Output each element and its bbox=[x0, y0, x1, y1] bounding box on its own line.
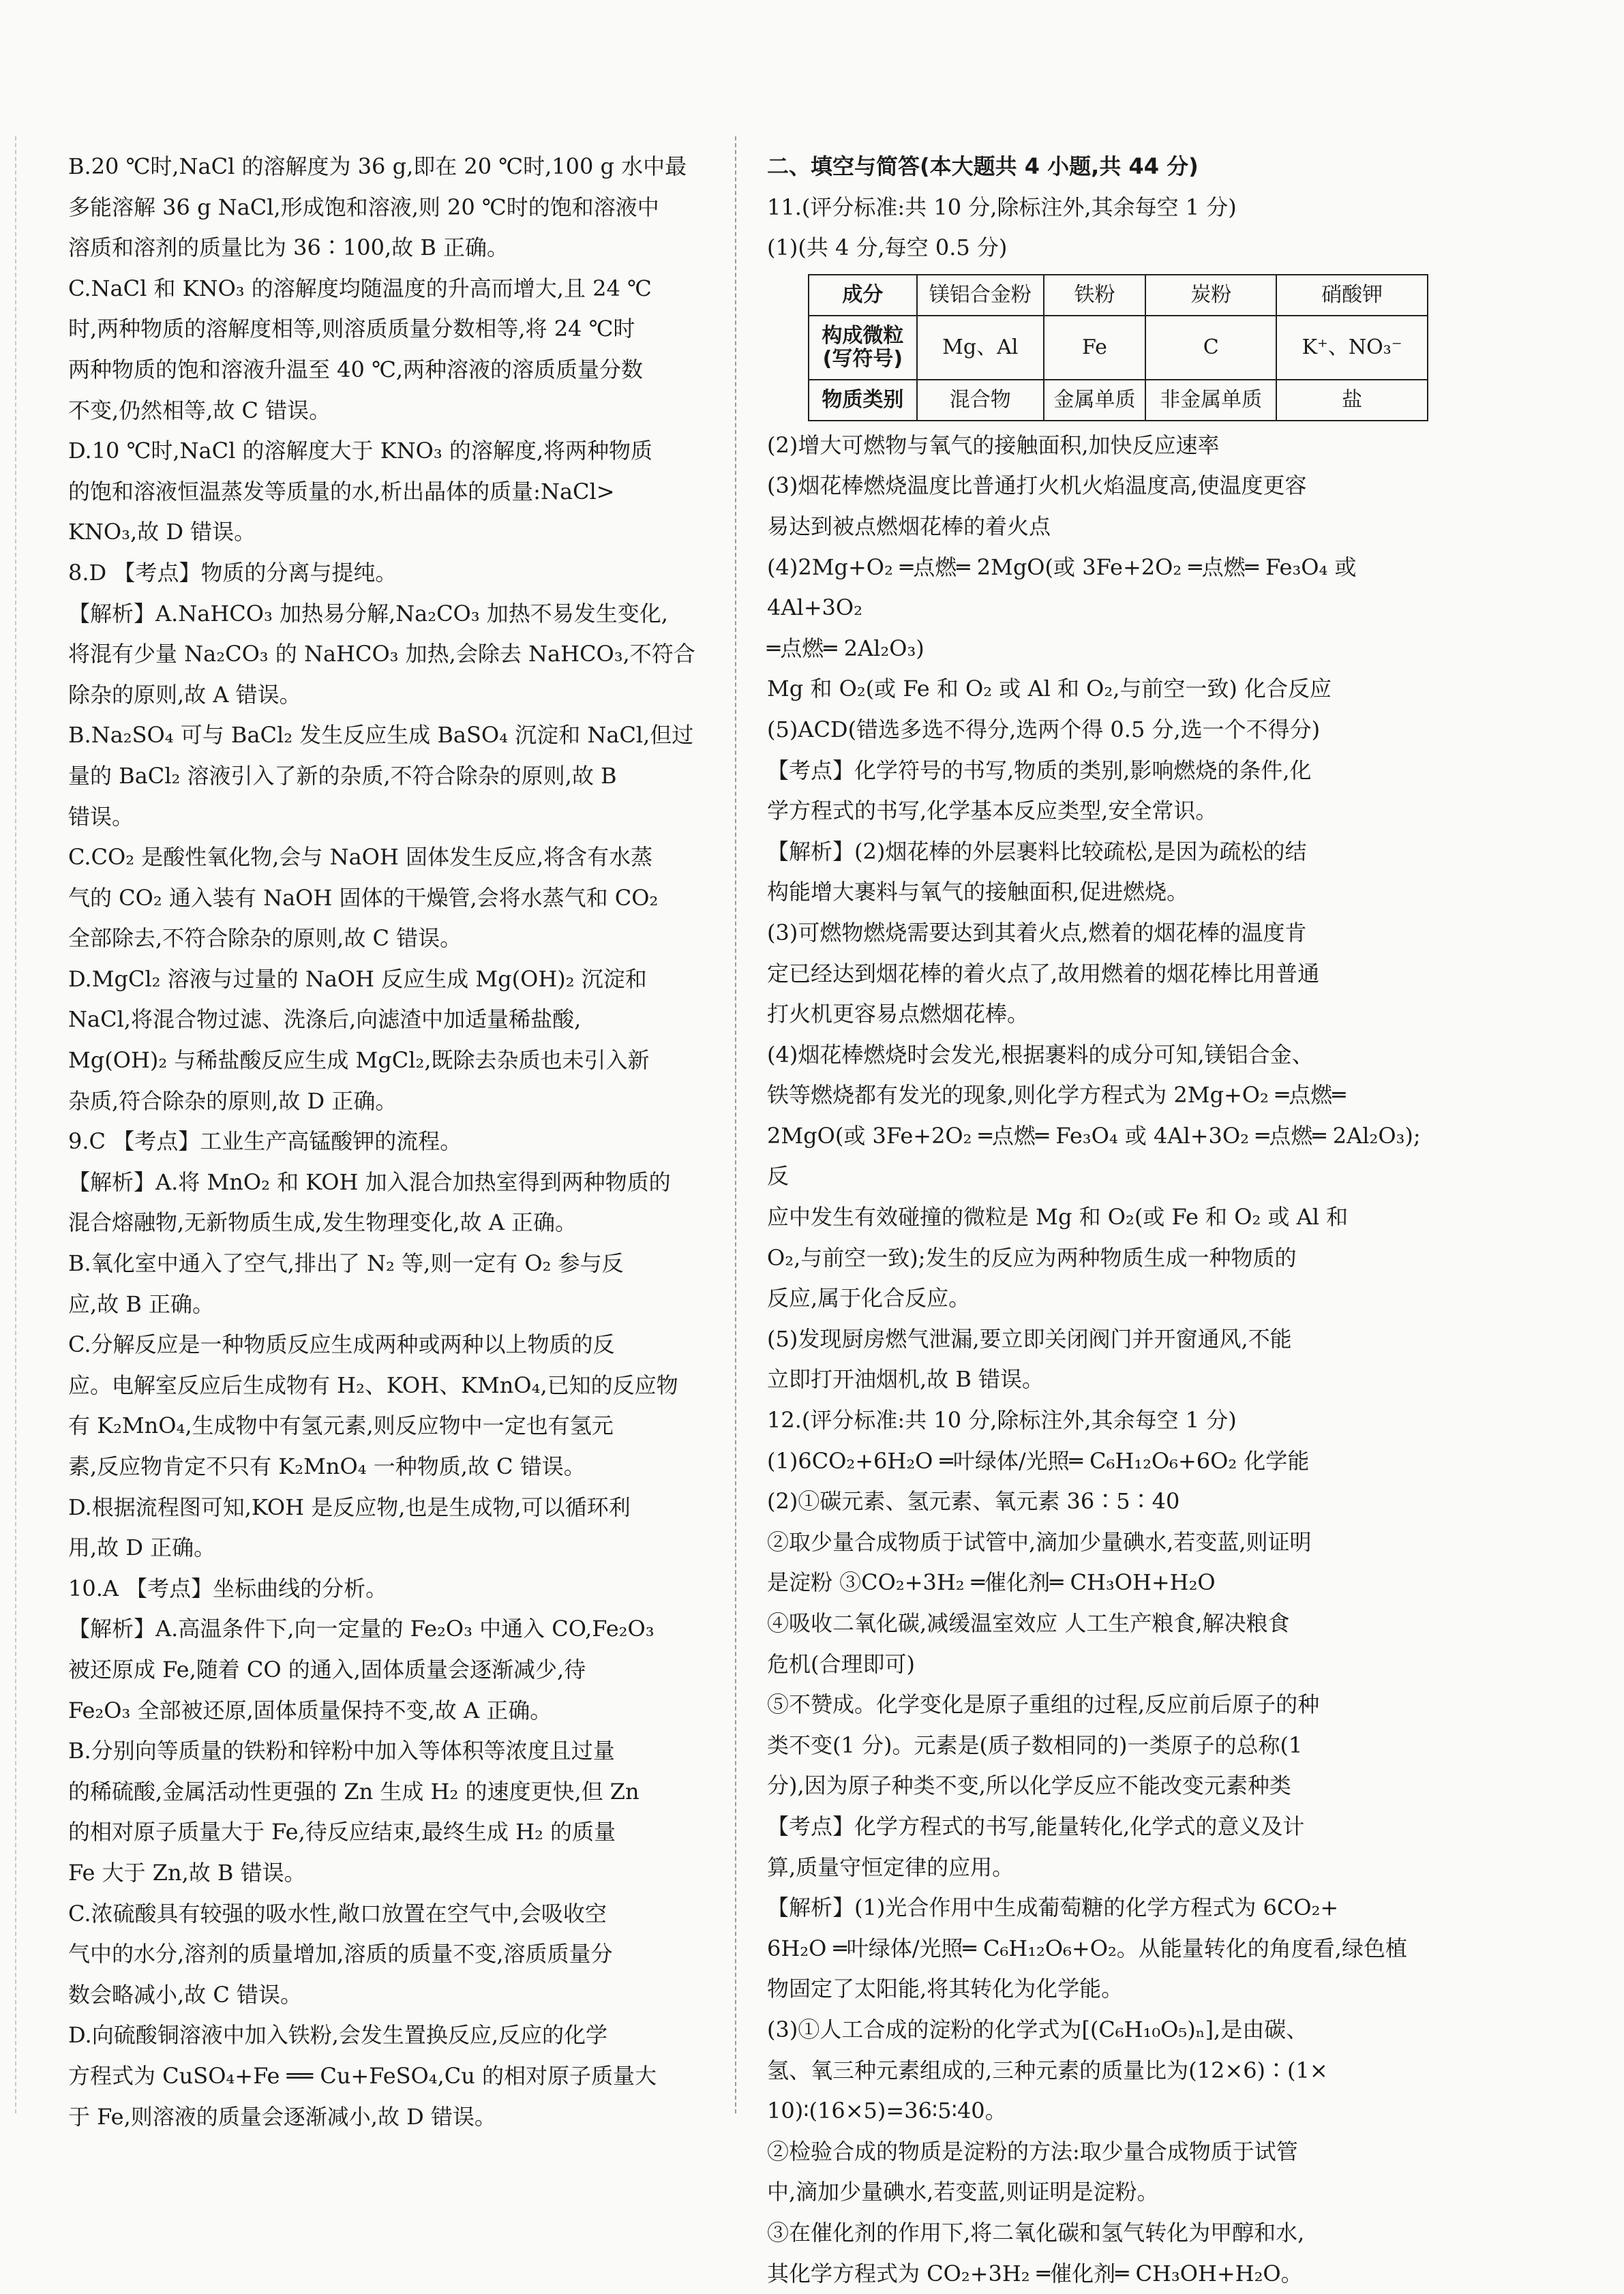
text-line: (2)增大可燃物与氧气的接触面积,加快反应速率 bbox=[767, 425, 1428, 466]
table-row-label: 构成微粒(写符号) bbox=[809, 316, 917, 380]
text-line: C.分解反应是一种物质反应生成两种或两种以上物质的反 bbox=[68, 1325, 706, 1365]
text-line: 立即打开油烟机,故 B 错误。 bbox=[767, 1359, 1428, 1400]
page-edge-line bbox=[15, 136, 16, 2113]
text-line: 10)∶(16×5)=36∶5∶40。 bbox=[767, 2091, 1428, 2132]
text-line: 【解析】(1)光合作用中生成葡萄糖的化学方程式为 6CO₂+ bbox=[767, 1888, 1428, 1929]
table-header-cell: 铁粉 bbox=[1044, 275, 1145, 316]
text-line: D.MgCl₂ 溶液与过量的 NaOH 反应生成 Mg(OH)₂ 沉淀和 bbox=[68, 959, 706, 1000]
text-line: NaCl,将混合物过滤、洗涤后,向滤渣中加适量稀盐酸, bbox=[68, 999, 706, 1040]
text-line: 应中发生有效碰撞的微粒是 Mg 和 O₂(或 Fe 和 O₂ 或 Al 和 bbox=[767, 1197, 1428, 1238]
text-line: 不变,仍然相等,故 C 错误。 bbox=[68, 391, 706, 432]
text-line: ②检验合成的物质是淀粉的方法:取少量合成物质于试管 bbox=[767, 2132, 1428, 2173]
text-line: 打火机更容易点燃烟花棒。 bbox=[767, 994, 1428, 1035]
table-header-cell: 镁铝合金粉 bbox=[917, 275, 1044, 316]
table-header-cell: 成分 bbox=[809, 275, 917, 316]
text-line: ⑤不赞成。化学变化是原子重组的过程,反应前后原子的种 bbox=[767, 1685, 1428, 1725]
text-line: (5)ACD(错选多选不得分,选两个得 0.5 分,选一个不得分) bbox=[767, 710, 1428, 751]
text-line: D.10 ℃时,NaCl 的溶解度大于 KNO₃ 的溶解度,将两种物质 bbox=[68, 431, 706, 472]
text-line: D.向硫酸铜溶液中加入铁粉,会发生置换反应,反应的化学 bbox=[68, 2015, 706, 2056]
text-line: ═点燃═ 2Al₂O₃) bbox=[767, 629, 1428, 669]
text-line: 素,反应物肯定不只有 K₂MnO₄ 一种物质,故 C 错误。 bbox=[68, 1447, 706, 1488]
text-line: 应。电解室反应后生成物有 H₂、KOH、KMnO₄,已知的反应物 bbox=[68, 1365, 706, 1406]
text-line: 6H₂O ═叶绿体/光照═ C₆H₁₂O₆+O₂。从能量转化的角度看,绿色植 bbox=[767, 1929, 1428, 1969]
text-line: 2MgO(或 3Fe+2O₂ ═点燃═ Fe₃O₄ 或 4Al+3O₂ ═点燃═ 2Al₂O₃);反 bbox=[767, 1116, 1428, 1197]
text-line: 将混有少量 Na₂CO₃ 的 NaHCO₃ 加热,会除去 NaHCO₃,不符合 bbox=[68, 634, 706, 675]
text-line: (4)2Mg+O₂ ═点燃═ 2MgO(或 3Fe+2O₂ ═点燃═ Fe₃O₄ 或 4Al+3O₂ bbox=[767, 547, 1428, 629]
table-cell: Mg、Al bbox=[917, 316, 1044, 380]
text-line: 学方程式的书写,化学基本反应类型,安全常识。 bbox=[767, 791, 1428, 832]
right-column bbox=[767, 147, 1428, 2294]
text-line: 【解析】A.NaHCO₃ 加热易分解,Na₂CO₃ 加热不易发生变化, bbox=[68, 594, 706, 635]
text-line: 两种物质的饱和溶液升温至 40 ℃,两种溶液的溶质质量分数 bbox=[68, 350, 706, 391]
text-line: C.浓硫酸具有较强的吸水性,敞口放置在空气中,会吸收空 bbox=[68, 1894, 706, 1935]
column-divider bbox=[735, 136, 736, 2113]
text-line: 易达到被点燃烟花棒的着火点 bbox=[767, 507, 1428, 547]
text-line: 应,故 B 正确。 bbox=[68, 1284, 706, 1325]
text-line: 【解析】A.高温条件下,向一定量的 Fe₂O₃ 中通入 CO,Fe₂O₃ bbox=[68, 1609, 706, 1650]
text-line: B.Na₂SO₄ 可与 BaCl₂ 发生反应生成 BaSO₄ 沉淀和 NaCl,但过 bbox=[68, 715, 706, 756]
text-line: 定已经达到烟花棒的着火点了,故用燃着的烟花棒比用普通 bbox=[767, 954, 1428, 995]
table-header-cell: 炭粉 bbox=[1145, 275, 1276, 316]
text-line: 其化学方程式为 CO₂+3H₂ ═催化剂═ CH₃OH+H₂O。 bbox=[767, 2254, 1428, 2294]
text-line: ③在催化剂的作用下,将二氧化碳和氢气转化为甲醇和水, bbox=[767, 2213, 1428, 2254]
text-line: (1)6CO₂+6H₂O ═叶绿体/光照═ C₆H₁₂O₆+6O₂ 化学能 bbox=[767, 1441, 1428, 1482]
text-line: 方程式为 CuSO₄+Fe ══ Cu+FeSO₄,Cu 的相对原子质量大 bbox=[68, 2056, 706, 2097]
text-line: 是淀粉 ③CO₂+3H₂ ═催化剂═ CH₃OH+H₂O bbox=[767, 1563, 1428, 1603]
text-line: B.分别向等质量的铁粉和锌粉中加入等体积等浓度且过量 bbox=[68, 1731, 706, 1772]
answer-table bbox=[808, 274, 1428, 421]
text-line: 类不变(1 分)。元素是(质子数相同的)一类原子的总称(1 bbox=[767, 1725, 1428, 1766]
text-line: 反应,属于化合反应。 bbox=[767, 1278, 1428, 1319]
text-line: 8.D 【考点】物质的分离与提纯。 bbox=[68, 553, 706, 594]
text-line: ④吸收二氧化碳,减缓温室效应 人工生产粮食,解决粮食 bbox=[767, 1603, 1428, 1644]
text-line: 气的 CO₂ 通入装有 NaOH 固体的干燥管,会将水蒸气和 CO₂ bbox=[68, 878, 706, 919]
text-line: B.20 ℃时,NaCl 的溶解度为 36 g,即在 20 ℃时,100 g 水中最 bbox=[68, 147, 706, 187]
text-line: Fe₂O₃ 全部被还原,固体质量保持不变,故 A 正确。 bbox=[68, 1691, 706, 1732]
table-cell: 金属单质 bbox=[1044, 380, 1145, 421]
text-line: (3)可燃物燃烧需要达到其着火点,燃着的烟花棒的温度肯 bbox=[767, 913, 1428, 954]
text-line: 的相对原子质量大于 Fe,待反应结束,最终生成 H₂ 的质量 bbox=[68, 1812, 706, 1853]
section-heading: 二、填空与简答(本大题共 4 小题,共 44 分) bbox=[767, 147, 1428, 187]
table-row-label: 物质类别 bbox=[809, 380, 917, 421]
table-cell: K⁺、NO₃⁻ bbox=[1276, 316, 1428, 380]
text-line: ②取少量合成物质于试管中,滴加少量碘水,若变蓝,则证明 bbox=[767, 1522, 1428, 1563]
table-cell: Fe bbox=[1044, 316, 1145, 380]
text-line: 气中的水分,溶剂的质量增加,溶质的质量不变,溶质质量分 bbox=[68, 1934, 706, 1975]
text-line: 铁等燃烧都有发光的现象,则化学方程式为 2Mg+O₂ ═点燃═ bbox=[767, 1075, 1428, 1116]
text-line: 用,故 D 正确。 bbox=[68, 1528, 706, 1569]
text-line: 多能溶解 36 g NaCl,形成饱和溶液,则 20 ℃时的饱和溶液中 bbox=[68, 187, 706, 228]
text-line: 量的 BaCl₂ 溶液引入了新的杂质,不符合除杂的原则,故 B bbox=[68, 756, 706, 797]
text-line: 算,质量守恒定律的应用。 bbox=[767, 1847, 1428, 1888]
text-line: D.根据流程图可知,KOH 是反应物,也是生成物,可以循环利 bbox=[68, 1488, 706, 1528]
text-line: O₂,与前空一致);发生的反应为两种物质生成一种物质的 bbox=[767, 1238, 1428, 1279]
text-line: B.氧化室中通入了空气,排出了 N₂ 等,则一定有 O₂ 参与反 bbox=[68, 1243, 706, 1284]
text-line: 数会略减小,故 C 错误。 bbox=[68, 1975, 706, 2016]
text-line: 于 Fe,则溶液的质量会逐渐减小,故 D 错误。 bbox=[68, 2097, 706, 2138]
text-line: Mg(OH)₂ 与稀盐酸反应生成 MgCl₂,既除去杂质也未引入新 bbox=[68, 1040, 706, 1081]
text-line: 被还原成 Fe,随着 CO 的通入,固体质量会逐渐减少,待 bbox=[68, 1650, 706, 1691]
text-line: 11.(评分标准:共 10 分,除标注外,其余每空 1 分) bbox=[767, 187, 1428, 228]
text-line: (5)发现厨房燃气泄漏,要立即关闭阀门并开窗通风,不能 bbox=[767, 1319, 1428, 1360]
table-cell: C bbox=[1145, 316, 1276, 380]
text-line: 物固定了太阳能,将其转化为化学能。 bbox=[767, 1969, 1428, 2010]
table-cell: 盐 bbox=[1276, 380, 1428, 421]
text-line: 【解析】(2)烟花棒的外层裹料比较疏松,是因为疏松的结 bbox=[767, 832, 1428, 873]
text-line: 杂质,符合除杂的原则,故 D 正确。 bbox=[68, 1081, 706, 1122]
text-line: (1)(共 4 分,每空 0.5 分) bbox=[767, 228, 1428, 269]
text-line: 【解析】A.将 MnO₂ 和 KOH 加入混合加热室得到两种物质的 bbox=[68, 1162, 706, 1203]
table-header-cell: 硝酸钾 bbox=[1276, 275, 1428, 316]
text-line: C.NaCl 和 KNO₃ 的溶解度均随温度的升高而增大,且 24 ℃ bbox=[68, 269, 706, 310]
text-line: Mg 和 O₂(或 Fe 和 O₂ 或 Al 和 O₂,与前空一致) 化合反应 bbox=[767, 669, 1428, 710]
text-line: 溶质和溶剂的质量比为 36∶100,故 B 正确。 bbox=[68, 228, 706, 269]
text-line: 氢、氧三种元素组成的,三种元素的质量比为(12×6)∶(1× bbox=[767, 2051, 1428, 2092]
text-line: (3)烟花棒燃烧温度比普通打火机火焰温度高,使温度更容 bbox=[767, 466, 1428, 507]
text-line: Fe 大于 Zn,故 B 错误。 bbox=[68, 1853, 706, 1894]
text-line: C.CO₂ 是酸性氧化物,会与 NaOH 固体发生反应,将含有水蒸 bbox=[68, 837, 706, 878]
text-line: 错误。 bbox=[68, 797, 706, 838]
text-line: (2)①碳元素、氢元素、氧元素 36∶5∶40 bbox=[767, 1481, 1428, 1522]
text-line: 12.(评分标准:共 10 分,除标注外,其余每空 1 分) bbox=[767, 1400, 1428, 1441]
text-line: 分),因为原子种类不变,所以化学反应不能改变元素种类 bbox=[767, 1766, 1428, 1807]
text-line: 9.C 【考点】工业生产高锰酸钾的流程。 bbox=[68, 1121, 706, 1162]
table-cell: 非金属单质 bbox=[1145, 380, 1276, 421]
text-line: 【考点】化学符号的书写,物质的类别,影响燃烧的条件,化 bbox=[767, 751, 1428, 791]
table-cell: 混合物 bbox=[917, 380, 1044, 421]
text-line: 构能增大裹料与氧气的接触面积,促进燃烧。 bbox=[767, 872, 1428, 913]
text-line: 危机(合理即可) bbox=[767, 1644, 1428, 1685]
text-line: 全部除去,不符合除杂的原则,故 C 错误。 bbox=[68, 918, 706, 959]
text-line: 时,两种物质的溶解度相等,则溶质质量分数相等,将 24 ℃时 bbox=[68, 309, 706, 350]
text-line: 10.A 【考点】坐标曲线的分析。 bbox=[68, 1569, 706, 1610]
text-line: (3)①人工合成的淀粉的化学式为[(C₆H₁₀O₅)ₙ],是由碳、 bbox=[767, 2010, 1428, 2051]
text-line: 的稀硫酸,金属活动性更强的 Zn 生成 H₂ 的速度更快,但 Zn bbox=[68, 1772, 706, 1813]
text-line: 除杂的原则,故 A 错误。 bbox=[68, 675, 706, 716]
left-column bbox=[68, 147, 706, 2137]
text-line: 的饱和溶液恒温蒸发等质量的水,析出晶体的质量:NaCl> bbox=[68, 472, 706, 513]
text-line: (4)烟花棒燃烧时会发光,根据裹料的成分可知,镁铝合金、 bbox=[767, 1035, 1428, 1076]
text-line: 【考点】化学方程式的书写,能量转化,化学式的意义及计 bbox=[767, 1807, 1428, 1847]
text-line: 有 K₂MnO₄,生成物中有氢元素,则反应物中一定也有氢元 bbox=[68, 1406, 706, 1447]
text-line: 混合熔融物,无新物质生成,发生物理变化,故 A 正确。 bbox=[68, 1203, 706, 1243]
text-line: KNO₃,故 D 错误。 bbox=[68, 512, 706, 553]
text-line: 中,滴加少量碘水,若变蓝,则证明是淀粉。 bbox=[767, 2172, 1428, 2213]
